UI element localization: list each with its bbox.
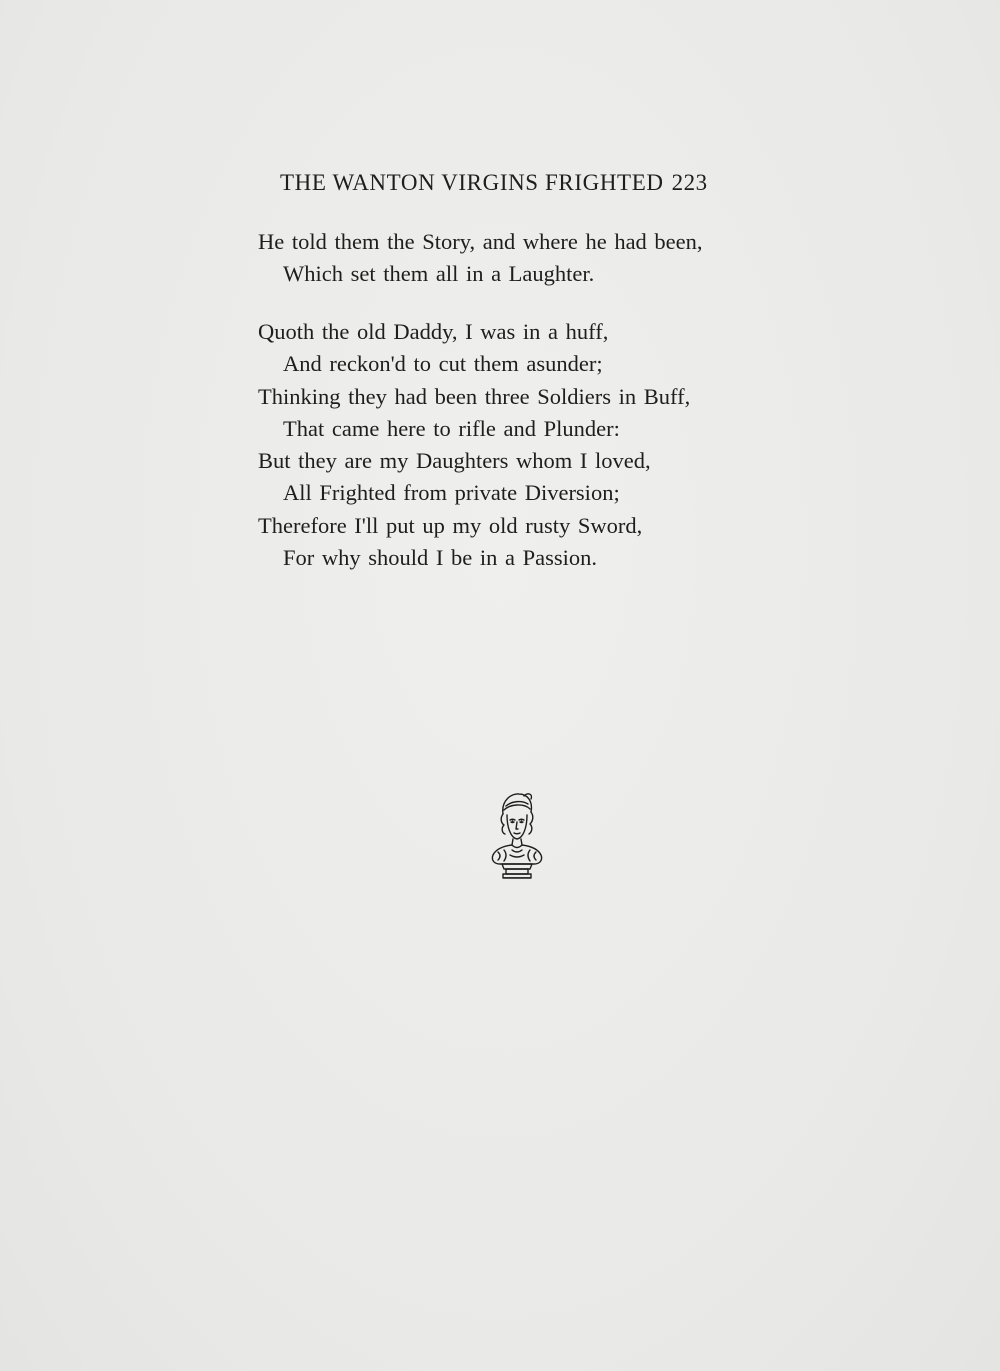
verse-line: But they are my Daughters whom I loved, bbox=[258, 448, 651, 474]
verse-line: He told them the Story, and where he had been, bbox=[258, 229, 703, 254]
stanza-2 bbox=[258, 316, 818, 574]
verse-line: All Frighted from private Diversion; bbox=[283, 480, 620, 506]
verse-line: And reckon'd to cut them asunder; bbox=[283, 351, 603, 377]
running-head-title: THE WANTON VIRGINS FRIGHTED bbox=[280, 170, 664, 195]
verse-line: That came here to rifle and Plunder: bbox=[283, 415, 620, 441]
verse-line: Thinking they had been three Soldiers in Buff, bbox=[258, 383, 691, 409]
verse-line: Quoth the old Daddy, I was in a huff, bbox=[258, 319, 609, 344]
classical-bust-icon bbox=[486, 788, 546, 888]
verse-line: For why should I be in a Passion. bbox=[283, 545, 597, 571]
page-number: 223 bbox=[671, 170, 708, 195]
stanza-1 bbox=[258, 226, 818, 291]
running-head bbox=[280, 170, 780, 196]
verse-line: Therefore I'll put up my old rusty Sword, bbox=[258, 512, 643, 538]
verse-line: Which set them all in a Laughter. bbox=[283, 261, 595, 287]
